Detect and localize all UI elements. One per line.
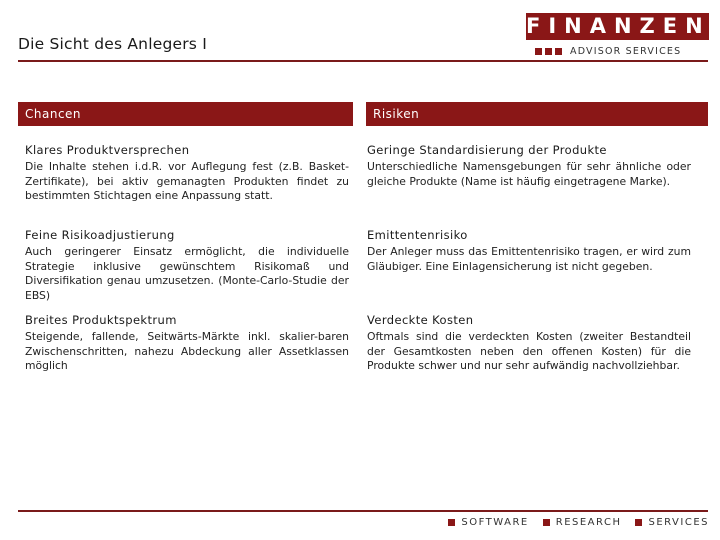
- block-title: Emittentenrisiko: [367, 228, 468, 242]
- footer-item-services: [635, 517, 709, 528]
- block-title: Geringe Standardisierung der Produkte: [367, 143, 607, 157]
- risiken-block: [367, 228, 691, 274]
- footer-item-research: [543, 517, 622, 528]
- block-text: Steigende, fallende, Seitwärts-Märkte inkl. skalier-baren Zwischenschritten, nahezu Abdeckung aller Assetklassen möglich: [25, 330, 349, 372]
- logo-subtitle-row: [535, 45, 681, 57]
- footer-square-icon: [543, 519, 550, 526]
- logo-square-icon: [545, 48, 552, 55]
- block-title: Feine Risikoadjustierung: [25, 228, 175, 242]
- logo: [526, 13, 709, 40]
- chancen-block: [25, 228, 349, 303]
- footer-square-icon: [635, 519, 642, 526]
- chancen-block: [25, 313, 349, 374]
- block-text: Der Anleger muss das Emittentenrisiko tragen, er wird zum Gläubiger. Eine Einlagensicherung ist nicht gegeben.: [367, 245, 691, 273]
- logo-square-icon: [555, 48, 562, 55]
- block-title: Breites Produktspektrum: [25, 313, 177, 327]
- block-text: Die Inhalte stehen i.d.R. vor Auflegung fest (z.B. Basket-Zertifikate), bei aktiv gemanagten Produkten findet zu bestimmten Stichtagen eine Anpassung statt.: [25, 160, 349, 202]
- footer-label: RESEARCH: [555, 517, 622, 528]
- block-text: Auch geringerer Einsatz ermöglicht, die individuelle Strategie inklusive gewünschtem Risikomaß und Diversifikation genau umzusetzen. (Monte-Carlo-Studie der EBS): [25, 245, 349, 302]
- footer-label: SOFTWARE: [461, 517, 529, 528]
- footer: [434, 517, 709, 528]
- footer-label: SERVICES: [648, 517, 709, 528]
- block-title: Klares Produktversprechen: [25, 143, 190, 157]
- risiken-block: [367, 143, 691, 189]
- block-text: Unterschiedliche Namensgebungen für sehr ähnliche oder gleiche Produkte (Name ist häufig eingetragene Marke).: [367, 160, 691, 188]
- risiken-block: [367, 313, 691, 374]
- footer-divider: [18, 510, 708, 512]
- footer-square-icon: [448, 519, 455, 526]
- column-header-risiken: Risiken: [366, 102, 708, 126]
- block-text: Oftmals sind die verdeckten Kosten (zweiter Bestandteil der Gesamtkosten neben den offenen Kosten) für die Produkte schwer und nur sehr aufwändig nachvollziehbar.: [367, 330, 691, 372]
- footer-item-software: [448, 517, 528, 528]
- slide-title: Die Sicht des Anlegers I: [18, 35, 207, 53]
- logo-square-icon: [535, 48, 542, 55]
- logo-subtitle: ADVISOR SERVICES: [570, 45, 682, 57]
- title-divider: [18, 60, 708, 62]
- block-title: Verdeckte Kosten: [367, 313, 474, 327]
- chancen-block: [25, 143, 349, 204]
- column-header-chancen: Chancen: [18, 102, 353, 126]
- logo-brand: FINANZEN: [526, 14, 711, 38]
